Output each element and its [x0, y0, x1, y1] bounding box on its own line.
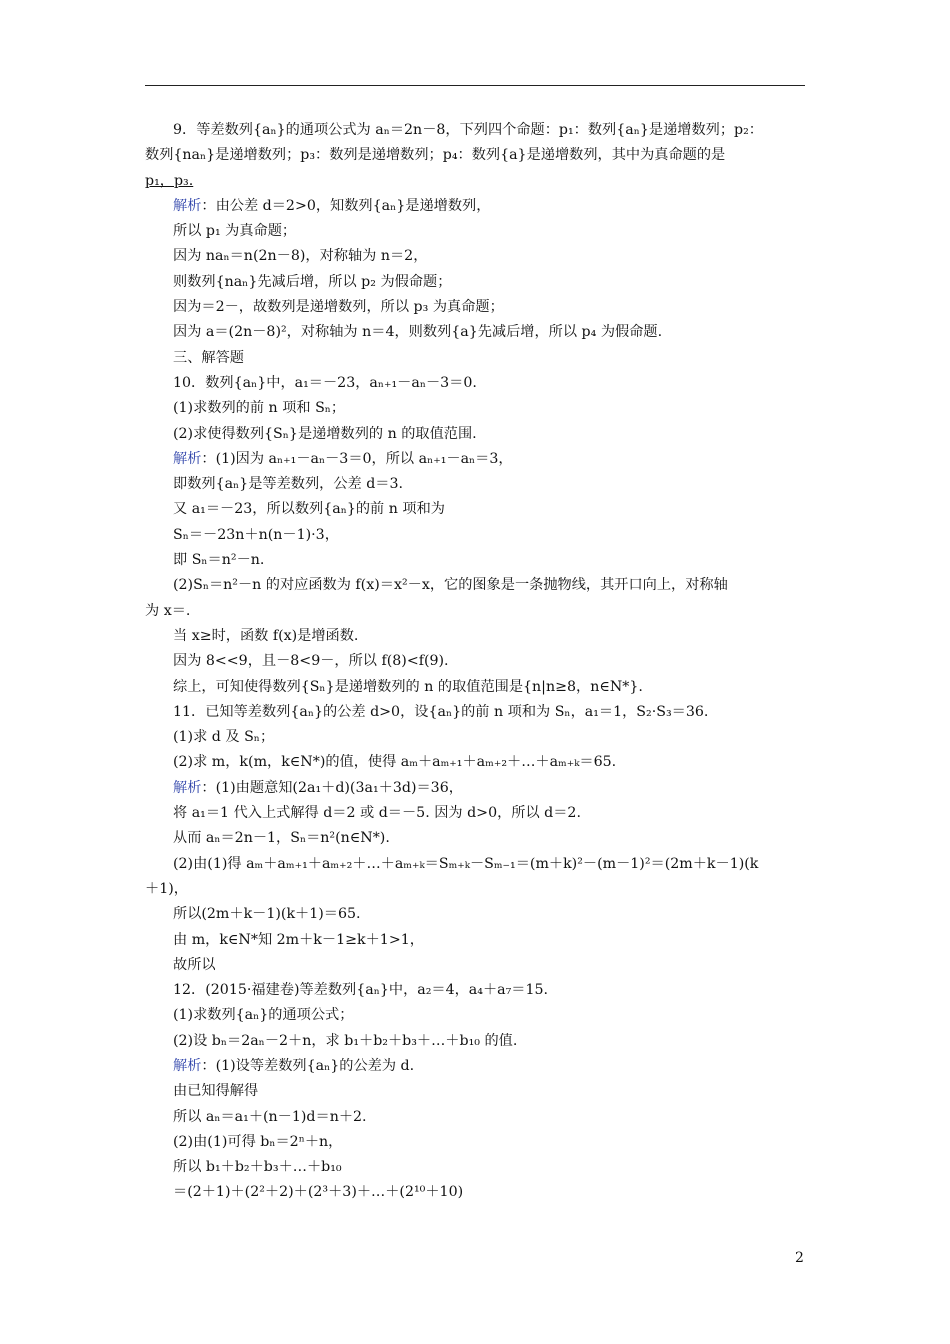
page-number: 2 — [795, 1250, 804, 1266]
line-text: 由 m，k∈N*知 2m＋k－1≥k＋1>1， — [173, 931, 424, 948]
analysis-label: 解析 — [173, 450, 202, 467]
line-text: 从而 aₙ＝2n－1，Sₙ＝n²(n∈N*). — [173, 830, 390, 847]
line-text: ＝(2＋1)＋(2²＋2)＋(2³＋3)＋…＋(2¹⁰＋10) — [173, 1184, 464, 1201]
text-line — [145, 447, 813, 472]
line-text: 10．数列{aₙ}中，a₁＝－23，aₙ₊₁－aₙ－3＝0. — [173, 374, 477, 391]
line-text: 数列{naₙ}是递增数列；p₃：数列是递增数列；p₄：数列{a}是递增数列，其中为真命题的是 — [145, 147, 726, 164]
line-text: 所以 b₁＋b₂＋b₃＋…＋b₁₀ — [173, 1159, 342, 1176]
answer-text: p₁，p₃. — [145, 172, 194, 189]
text-line — [145, 902, 813, 927]
text-line — [145, 928, 813, 953]
text-line — [145, 700, 813, 725]
text-line — [145, 1130, 813, 1155]
line-text: ：(1)设等差数列{aₙ}的公差为 d. — [201, 1057, 415, 1074]
text-line — [145, 573, 813, 598]
text-line — [145, 118, 813, 143]
line-text: Sₙ＝－23n＋n(n－1)·3， — [173, 526, 339, 543]
analysis-label: 解析 — [173, 1057, 202, 1074]
line-text: (2)由(1)可得 bₙ＝2ⁿ＋n， — [173, 1133, 343, 1150]
text-line — [145, 725, 813, 750]
line-text: ＋1)， — [145, 880, 188, 897]
text-line — [145, 1105, 813, 1130]
text-line — [145, 219, 813, 244]
text-line — [145, 548, 813, 573]
text-line — [145, 1079, 813, 1104]
text-line — [145, 877, 813, 902]
line-text: ：(1)因为 aₙ₊₁－aₙ－3＝0，所以 aₙ₊₁－aₙ＝3， — [201, 450, 513, 467]
text-line — [145, 978, 813, 1003]
line-text: ：(1)由题意知(2a₁＋d)(3a₁＋3d)＝36， — [201, 779, 463, 796]
line-text: 综上，可知使得数列{Sₙ}是递增数列的 n 的取值范围是{n|n≥8，n∈N*}. — [173, 678, 643, 695]
text-line — [145, 422, 813, 447]
text-line — [145, 320, 813, 345]
text-line — [145, 497, 813, 522]
line-text: ：由公差 d＝2>0，知数列{aₙ}是递增数列， — [201, 197, 491, 214]
line-text: 即 Sₙ＝n²－n. — [173, 552, 265, 569]
line-text: (1)求 d 及 Sₙ； — [173, 729, 275, 746]
text-line — [145, 649, 813, 674]
text-line — [145, 1029, 813, 1054]
text-line — [145, 346, 813, 371]
line-text: 即数列{aₙ}是等差数列，公差 d＝3. — [173, 476, 404, 493]
text-line — [145, 371, 813, 396]
text-line — [145, 1054, 813, 1079]
line-text: (2)由(1)得 aₘ＋aₘ₊₁＋aₘ₊₂＋…＋aₘ₊ₖ＝Sₘ₊ₖ－Sₘ₋₁＝(m＋k)²－(m－1)²＝(2m＋k－1)(k — [173, 855, 759, 872]
line-text: 所以 p₁ 为真命题； — [173, 223, 297, 240]
text-line — [145, 1155, 813, 1180]
header-rule — [145, 85, 805, 86]
text-line — [145, 244, 813, 269]
text-line — [145, 1180, 813, 1205]
line-text: (2)求 m，k(m，k∈N*)的值，使得 aₘ＋aₘ₊₁＋aₘ₊₂＋…＋aₘ₊ₖ＝65. — [173, 754, 617, 771]
line-text: (1)求数列{aₙ}的通项公式； — [173, 1007, 354, 1024]
line-text: 将 a₁＝1 代入上式解得 d＝2 或 d＝－5. 因为 d>0，所以 d＝2. — [173, 805, 581, 822]
text-line — [145, 953, 813, 978]
line-text: 当 x≥时，函数 f(x)是增函数. — [173, 627, 359, 644]
text-line — [145, 599, 813, 624]
line-text: 9．等差数列{aₙ}的通项公式为 aₙ＝2n－8，下列四个命题：p₁：数列{aₙ}是递增数列；p₂： — [173, 122, 763, 138]
text-line — [145, 472, 813, 497]
text-line — [145, 270, 813, 295]
text-line — [145, 143, 813, 168]
text-line — [145, 194, 813, 219]
text-line — [145, 1003, 813, 1028]
text-line — [145, 523, 813, 548]
text-line — [145, 776, 813, 801]
line-text: 12．(2015·福建卷)等差数列{aₙ}中，a₂＝4，a₄＋a₇＝15. — [173, 982, 549, 999]
line-text: (2)Sₙ＝n²－n 的对应函数为 f(x)＝x²－x，它的图象是一条抛物线，其开口向上，对称轴 — [173, 577, 728, 594]
text-line — [145, 295, 813, 320]
line-text: 所以 aₙ＝a₁＋(n－1)d＝n＋2. — [173, 1108, 367, 1125]
line-text: 因为＝2－，故数列是递增数列，所以 p₃ 为真命题； — [173, 299, 504, 316]
text-line — [145, 852, 813, 877]
line-text: 则数列{naₙ}先减后增，所以 p₂ 为假命题； — [173, 273, 452, 290]
line-text: 又 a₁＝－23，所以数列{aₙ}的前 n 项和为 — [173, 501, 445, 518]
line-text: 所以(2m＋k－1)(k＋1)＝65. — [173, 906, 361, 923]
analysis-label: 解析 — [173, 779, 202, 796]
line-text: 11．已知等差数列{aₙ}的公差 d>0，设{aₙ}的前 n 项和为 Sₙ，a₁＝1，S₂·S₃＝36. — [173, 703, 709, 720]
text-line — [145, 675, 813, 700]
text-line — [145, 750, 813, 775]
line-text: 因为 a＝(2n－8)²，对称轴为 n＝4，则数列{a}先减后增，所以 p₄ 为假命题. — [173, 324, 663, 341]
line-text: 因为 8<<9，且－8<9－，所以 f(8)<f(9). — [173, 653, 449, 670]
document-body — [145, 118, 813, 1206]
line-text: 由已知得解得 — [173, 1083, 259, 1100]
analysis-label: 解析 — [173, 197, 202, 214]
text-line — [145, 396, 813, 421]
text-line — [145, 826, 813, 851]
text-line — [145, 169, 813, 194]
text-line — [145, 801, 813, 826]
line-text: (2)设 bₙ＝2aₙ－2＋n，求 b₁＋b₂＋b₃＋…＋b₁₀ 的值. — [173, 1032, 518, 1049]
line-text: (2)求使得数列{Sₙ}是递增数列的 n 的取值范围. — [173, 425, 477, 442]
line-text: 故所以 — [173, 956, 216, 973]
line-text: (1)求数列的前 n 项和 Sₙ； — [173, 400, 346, 417]
text-line — [145, 624, 813, 649]
line-text: 为 x＝. — [145, 602, 191, 619]
line-text: 因为 naₙ＝n(2n－8)，对称轴为 n＝2， — [173, 248, 428, 265]
line-text: 三、解答题 — [173, 349, 244, 366]
